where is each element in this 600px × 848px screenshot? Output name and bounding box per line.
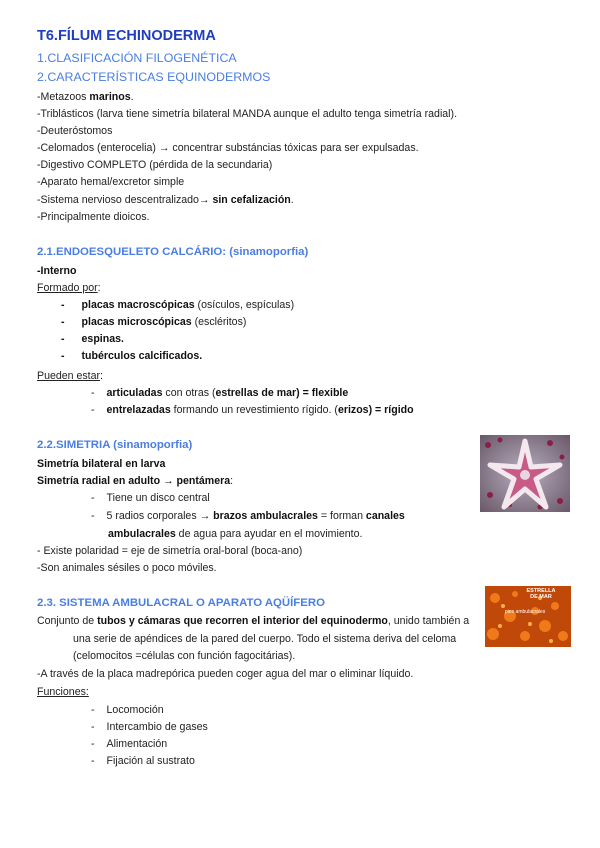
conjunto-line-2: una serie de apéndices de la pared del cuerpo. Todo el sistema deriva del celoma: [73, 633, 457, 645]
funcion-item: - Fijación al sustrato: [91, 755, 195, 767]
char-line-1: -Metazoos marinos.: [37, 91, 134, 103]
char-line-6: -Aparato hemal/excretor simple: [37, 176, 185, 188]
funcion-item: - Locomoción: [91, 704, 164, 716]
formado-label: Formado por:: [37, 282, 101, 294]
simetria-item-1: - Tiene un disco central: [91, 492, 210, 504]
simetria-item-2: - 5 radios corporales → brazos ambulacrales = forman canales: [91, 510, 405, 522]
pueden-item-1: - articuladas con otras (estrellas de mar) = flexible: [91, 387, 349, 399]
simetria-bilateral: Simetría bilateral en larva: [37, 458, 166, 470]
char-line-8: -Principalmente dioicos.: [37, 211, 150, 223]
starfish-photo: [480, 435, 570, 512]
formado-item-3: - espinas.: [61, 333, 124, 345]
funcion-item: - Alimentación: [91, 738, 168, 750]
photo-caption-tube-feet: pies ambulacrales: [505, 609, 546, 615]
conjunto-line-1: Conjunto de tubos y cámaras que recorren el interior del equinodermo, unido también a: [37, 615, 470, 627]
char-line-4: -Celomados (enterocelia) → concentrar substáncias tóxicas para ser expulsadas.: [37, 142, 419, 154]
formado-item-1: - placas macroscópicas (osículos, espículas): [61, 299, 295, 311]
sesiles-line: -Son animales sésiles o poco móviles.: [37, 562, 217, 574]
formado-item-2: - placas microscópicas (escléritos): [61, 316, 247, 328]
section-2-3-heading: 2.3. SISTEMA AMBULACRAL O APARATO AQÜÍFERO: [37, 597, 325, 609]
section-2-2-heading: 2.2.SIMETRIA (sinamoporfia): [37, 439, 193, 451]
tube-feet-photo: [485, 586, 571, 647]
interno-label: -Interno: [37, 265, 77, 277]
section-1-heading: 1.CLASIFICACIÓN FILOGENÉTICA: [37, 51, 237, 65]
madreporica-line: -A través de la placa madrepórica pueden coger agua del mar o eliminar líquido.: [37, 668, 414, 680]
section-2-heading: 2.CARACTERÍSTICAS EQUINODERMOS: [37, 70, 271, 84]
simetria-item-2-cont: ambulacrales de agua para ayudar en el movimiento.: [108, 528, 363, 540]
polaridad-line: - Existe polaridad = eje de simetría oral-boral (boca-ano): [37, 545, 303, 557]
char-line-5: -Digestivo COMPLETO (pérdida de la secundaria): [37, 159, 273, 171]
pueden-item-2: - entrelazadas formando un revestimiento rígido. (erizos) = rígido: [91, 404, 414, 416]
section-2-1-heading: 2.1.ENDOESQUELETO CALCÁRIO: (sinamoporfia): [37, 246, 309, 258]
conjunto-line-3: (celomocitos =células con función fagocitárias).: [73, 650, 296, 662]
char-line-7: -Sistema nervioso descentralizado→ sin cefalización.: [37, 194, 294, 206]
simetria-radial: Simetría radial en adulto → pentámera:: [37, 475, 234, 487]
char-line-2: -Triblásticos (larva tiene simetría bilateral MANDA aunque el adulto tenga simetría radial).: [37, 108, 458, 120]
formado-item-4: - tubérculos calcificados.: [61, 350, 203, 362]
funcion-item: - Intercambio de gases: [91, 721, 208, 733]
page-title: T6.FÍLUM ECHINODERMA: [37, 28, 216, 44]
funciones-label: Funciones:: [37, 686, 89, 698]
pueden-label: Pueden estar:: [37, 370, 103, 382]
char-line-3: -Deuteróstomos: [37, 125, 113, 137]
photo-caption-title: ESTRELLA DE MAR: [526, 588, 556, 600]
